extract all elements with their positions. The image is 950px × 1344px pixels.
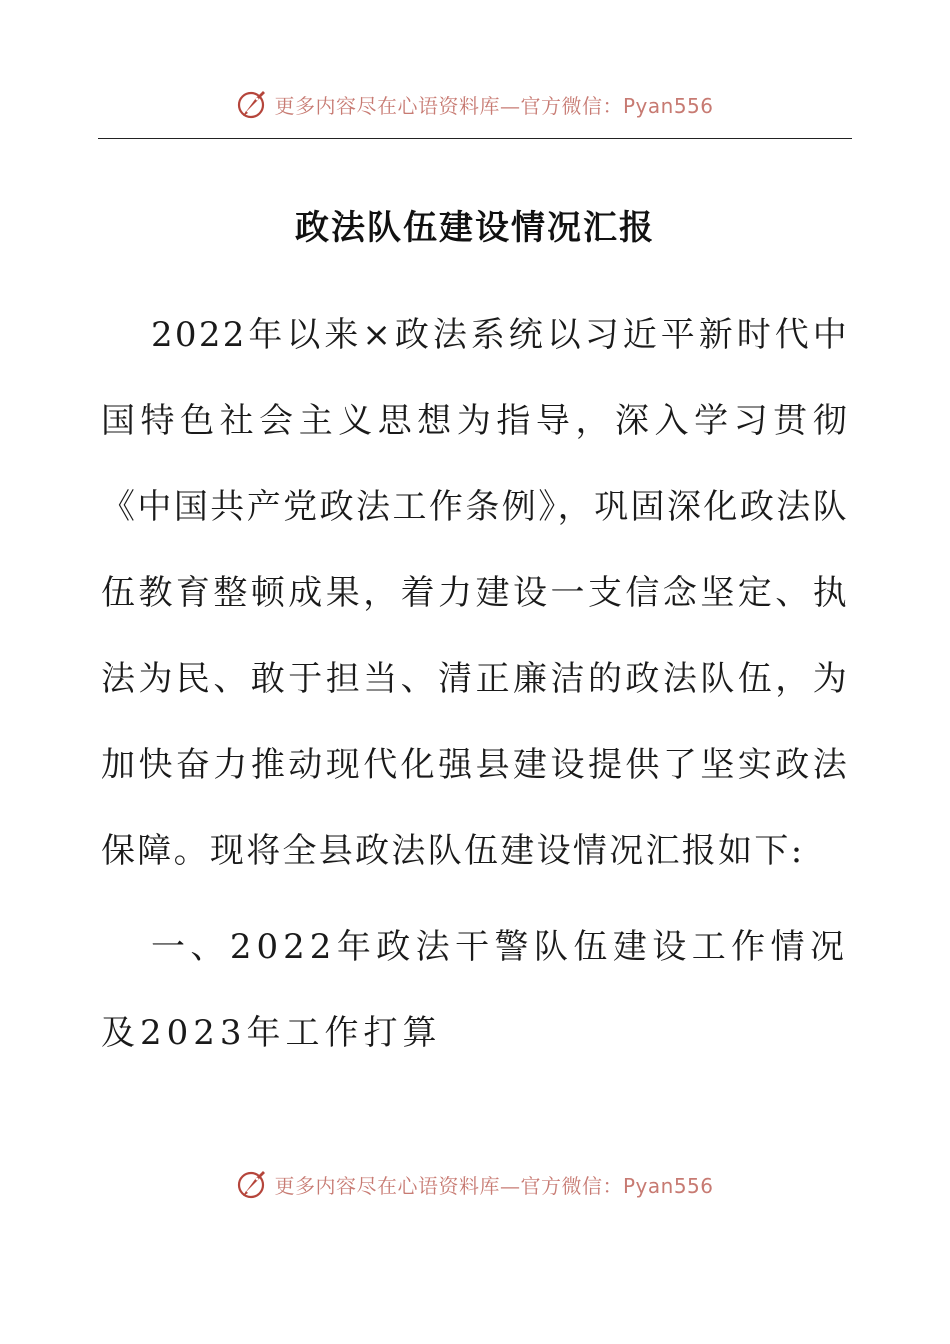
document-title: 政法队伍建设情况汇报 [295, 208, 655, 248]
header-banner [0, 82, 950, 126]
footer-banner [0, 1162, 950, 1206]
footer-wechat-id: Pyan556 [622, 1173, 714, 1198]
pen-logo-icon [236, 1167, 270, 1201]
pen-logo-icon [236, 87, 270, 121]
header-banner-label: 更多内容尽在心语资料库—官方微信： [274, 93, 623, 118]
section-heading-1: 一、2022年政法干警队伍建设工作情况及2023年工作打算 [101, 927, 849, 1053]
footer-banner-text [274, 1170, 713, 1199]
header-wechat-id: Pyan556 [622, 93, 714, 118]
header-divider [98, 138, 852, 139]
footer-banner-label: 更多内容尽在心语资料库—官方微信： [274, 1173, 623, 1198]
header-banner-text [274, 90, 713, 119]
paragraph-intro: 2022年以来×政法系统以习近平新时代中国特色社会主义思想为指导，深入学习贯彻《中国共产党政法工作条例》，巩固深化政法队伍教育整顿成果，着力建设一支信念坚定、执法为民、敢于担当、清正廉洁的政法队伍，为加快奋力推动现代化强县建设提供了坚实政法保障。现将全县政法队伍建设情况汇报如下: [101, 315, 849, 871]
